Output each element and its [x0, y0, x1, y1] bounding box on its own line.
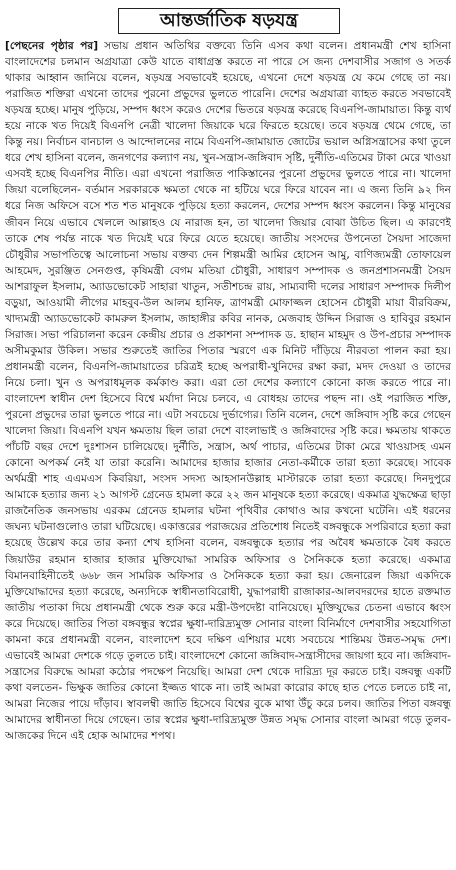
article-paragraph — [5, 38, 451, 744]
headline-box — [118, 8, 340, 34]
continued-from-label: [পেছনের পৃষ্ঠার পর] — [5, 40, 99, 52]
article-text: সভায় প্রধান অতিথির বক্তব্যে তিনি এসব কথা বলেন। প্রধানমন্ত্রী শেখ হাসিনা বাংলাদেশের চলমান অগ্রযাত্রা কেউ যাতে বাধাগ্রস্ত করতে না পারে সে জন্য দেশবাসীর সজাগ ও সতর্ক থাকার আহ্বান জানিয়ে বলেন, ষড়যন্ত্র সবভাবেই হয়েছে, এখনো দেশে ষড়যন্ত্র যে কমে গেছে তা নয়। পরাজিত শক্তিরা এখনো তাদের পুরনো প্রভুদের ভুলতে পারেনি। দেশের অগ্রযাত্রা ব্যাহত করতে সবভাবেই ষড়যন্ত্র হচ্ছে। মানুষ পুড়িয়ে, সম্পদ ধ্বংস করেও দেশের ভিতরে ষড়যন্ত্র করেছে বিএনপি-জামায়াত। কিন্তু ব্যর্থ হয়ে নাকে খত দিয়েই বিএনপি নেত্রী খালেদা জিয়াকে ঘরে ফিরতে হয়েছে। তবে ষড়যন্ত্র থেমে গেছে, তা কিন্তু নয়। নির্বাচন বানচাল ও আন্দোলনের নামে বিএনপি-জামায়াত জোটের ভয়াল অগ্নিসন্ত্রাসের কথা তুলে ধরে শেখ হাসিনা বলেন, জনগণের কল্যাণ নয়, খুন-সন্ত্রাস-জঙ্গিবাদ সৃষ্টি, দুর্নীতি-এতিমের টাকা মেরে খাওয়া এসবই হচ্ছে বিএনপির নীতি। এরা এখনো পরাজিত পাকিস্তানের পুরনো প্রভুদের ভুলতে পারে না। খালেদা জিয়া বলেছিলেন- বর্তমান সরকারকে ক্ষমতা থেকে না হটিয়ে ঘরে ফিরে যাবেন না। এ জন্য তিনি ৯২ দিন ধরে নিজ অফিসে বসে শত শত মানুষকে পুড়িয়ে হত্যা করলেন, দেশের সম্পদ ধ্বংস করলেন। কিন্তু মানুষের জীবন নিয়ে এভাবে খেললে আল্লাহও যে নারাজ হন, তা খালেদা জিয়ার বোঝা উচিত ছিল। এ কারণেই তাকে শেষ পর্যন্ত নাকে খত দিয়েই ঘরে ফিরে যেতে হয়েছে। জাতীয় সংসদের উপনেতা সৈয়দা সাজেদা চৌধুরীর সভাপতিত্বে আলোচনা সভায় বক্তব্য দেন শিল্পমন্ত্রী আমির হোসেন আমু, বাণিজ্যমন্ত্রী তোফায়েল আহমেদ, সুরঞ্জিত সেনগুপ্ত, কৃষিমন্ত্রী বেগম মতিয়া চৌধুরী, সাধারণ সম্পাদক ও জনপ্রশাসনমন্ত্রী সৈয়দ আশরাফুল ইসলাম, অ্যাডভোকেট সাহারা খাতুন, সতীশচন্দ্র রায়, সাম্যবাদী দলের সাধারণ সম্পাদক দিলীপ বড়ুয়া, আওয়ামী লীগের মাহবুব-উল আলম হানিফ, ত্রাণমন্ত্রী মোফাজ্জল হোসেন চৌধুরী মায়া বীরবিক্রম, খাদ্যমন্ত্রী অ্যাডভোকেট কামরুল ইসলাম, জাহাঙ্গীর কবির নানক, মেজবাহ উদ্দিন সিরাজ ও হাবিবুর রহমান সিরাজ। সভা পরিচালনা করেন কেন্দ্রীয় প্রচার ও প্রকাশনা সম্পাদক ড. হাছান মাহমুদ ও উপ-প্রচার সম্পাদক অসীমকুমার উকিল। সভার শুরুতেই জাতির পিতার স্মরণে এক মিনিট দাঁড়িয়ে নীরবতা পালন করা হয়। প্রধানমন্ত্রী বলেন, বিএনপি-জামায়াতের চরিত্রই হচ্ছে অপরাধী-খুনিদের রক্ষা করা, মদদ দেওয়া ও তাদের নিয়ে চলা। খুন ও অপরাধমূলক কর্মকাণ্ড করা। এরা তো দেশের কল্যাণে কোনো কাজ করতে পারে না। বাংলাদেশ স্বাধীন দেশ হিসেবে বিশ্বে মর্যাদা নিয়ে চলবে, এ বোধহয় তাদের পছন্দ না। ওই পরাজিত শক্তি, পুরনো প্রভুদের তারা ভুলতে পারে না। এটা সবচেয়ে দুর্ভাগ্যের। তিনি বলেন, দেশে জঙ্গিবাদ সৃষ্টি করে গেছেন খালেদা জিয়া। বিএনপি যখন ক্ষমতায় ছিল তারা দেশে বাংলাভাই ও জঙ্গিবাদের সৃষ্টি করে। ক্ষমতায় থাকতে পাঁচটি বছর দেশে দুঃশাসন চালিয়েছে। দুর্নীতি, সন্ত্রাস, অর্থ পাচার, এতিমের টাকা মেরে খাওয়াসহ এমন কোনো অপকর্ম নেই যা তারা করেনি। আমাদের হাজার হাজার নেতা-কর্মীকে তারা হত্যা করেছে। সাবেক অর্থমন্ত্রী শাহ এএমএস কিবরিয়া, সংসদ সদস্য আহসানউল্লাহ মাস্টারকে তারা হত্যা করেছে। দিনদুপুরে আমাকে হত্যার জন্য ২১ আগস্ট গ্রেনেড হামলা করে ২২ জন মানুষকে হত্যা করেছে। একমাত্র যুদ্ধক্ষেত্র ছাড়া রাজনৈতিক জনসভায় এরকম গ্রেনেড হামলার ঘটনা পৃথিবীর কোথাও আর কখনো ঘটেনি। এই ধরনের জঘন্য ঘটনাগুলোও তারা ঘটিয়েছে। একাত্তরের পরাজয়ের প্রতিশোধ নিতেই বঙ্গবন্ধুকে সপরিবারে হত্যা করা হয়েছে উল্লেখ করে তার কন্যা শেখ হাসিনা বলেন, বঙ্গবন্ধুকে হত্যার পর অবৈধ ক্ষমতাকে বৈধ করতে জিয়াউর রহমান হাজার হাজার মুক্তিযোদ্ধা সামরিক অফিসার ও সৈনিককে হত্যা করেছে। একমাত্র বিমানবাহিনীতেই ৬৬৮ জন সামরিক অফিসার ও সৈনিককে হত্যা করা হয়। জেনারেল জিয়া একদিকে মুক্তিযোদ্ধাদের হত্যা করেছে, অন্যদিকে স্বাধীনতাবিরোধী, যুদ্ধাপরাধী রাজাকার-আলবদরদের হাতে রক্তমাত জাতীয় পতাকা দিয়ে প্রধানমন্ত্রী থেকে শুরু করে মন্ত্রী-উপদেষ্টা বানিয়েছে। মুক্তিযুদ্ধের চেতনা এভাবে ধ্বংস করে দিয়েছে। জাতির পিতা বঙ্গবন্ধুর স্বপ্নের ক্ষুধা-দারিদ্র্যমুক্ত সোনার বাংলা বিনির্মাণে দেশবাসীর সহযোগিতা কামনা করে প্রধানমন্ত্রী বলেন, বাংলাদেশ হবে দক্ষিণ এশিয়ার মধ্যে সবচেয়ে শান্তিময় উন্নত-সমৃদ্ধ দেশ। এভাবেই আমরা দেশকে গড়ে তুলতে চাই। বাংলাদেশে কোনো জঙ্গিবাদ-সন্ত্রাসীদের জায়গা হবে না। জঙ্গিবাদ-সন্ত্রাসের বিরুদ্ধে আমরা কঠোর পদক্ষেপ নিয়েছি। আমরা দেশ থেকে দারিদ্র্য দূর করতে চাই। বঙ্গবন্ধু একটি কথা বলতেন- ভিক্ষুক জাতির কোনো ইজ্জত থাকে না। তাই আমরা কারোর কাছে হাত পেতে চলতে চাই না, আমরা নিজের পায়ে দাঁড়াব। স্বাবলম্বী জাতি হিসেবে বিশ্বের বুকে মাথা উঁচু করে চলব। জাতির পিতা বঙ্গবন্ধু আমাদের স্বাধীনতা দিয়ে গেছেন। তার স্বপ্নের ক্ষুধা-দারিদ্র্যমুক্ত উন্নত সমৃদ্ধ সোনার বাংলা আমরা গড়ে তুলব- আজকের দিনে এই হোক আমাদের শপথ। — [5, 40, 451, 743]
headline: আন্তর্জাতিক ষড়যন্ত্র — [160, 10, 298, 31]
previous-article-fragment — [0, 0, 456, 8]
article-body — [5, 38, 451, 866]
